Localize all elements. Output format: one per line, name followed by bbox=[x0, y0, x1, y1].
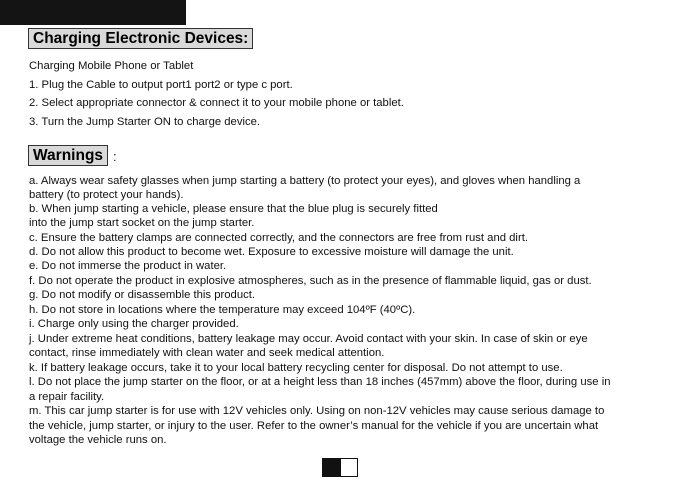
warning-line: voltage the vehicle runs on. bbox=[29, 434, 167, 446]
warning-line: contact, rinse immediately with clean water and seek medical attention. bbox=[29, 347, 385, 359]
warning-line: m. This car jump starter is for use with 12V vehicles only. Using on non-12V vehicles may cause serious damage to bbox=[29, 405, 605, 417]
warning-line: g. Do not modify or disassemble this product. bbox=[29, 289, 256, 301]
charging-step: 1. Plug the Cable to output port1 port2 or type c port. bbox=[29, 79, 293, 91]
warning-line: battery (to protect your hands). bbox=[29, 189, 184, 201]
warning-line: h. Do not store in locations where the temperature may exceed 104ºF (40ºC). bbox=[29, 304, 416, 316]
warning-line: l. Do not place the jump starter on the floor, or at a height less than 18 inches (457mm) above the floor, during use in bbox=[29, 376, 611, 388]
warnings-heading: Warnings bbox=[28, 145, 108, 166]
warning-line: i. Charge only using the charger provided. bbox=[29, 318, 239, 330]
charging-heading: Charging Electronic Devices: bbox=[28, 28, 253, 49]
warning-line: c. Ensure the battery clamps are connected correctly, and the connectors are free from rust and dirt. bbox=[29, 232, 528, 244]
warning-line: b. When jump starting a vehicle, please ensure that the blue plug is securely fitted bbox=[29, 203, 438, 215]
warning-line: the vehicle, jump starter, or injury to the user. Refer to the owner’s manual for the vehicle if you are uncertain what bbox=[29, 420, 599, 432]
warning-line: k. If battery leakage occurs, take it to your local battery recycling center for disposal. Do not attempt to use. bbox=[29, 362, 563, 374]
warnings-colon: : bbox=[113, 149, 117, 164]
top-black-bar bbox=[0, 0, 186, 25]
charging-intro: Charging Mobile Phone or Tablet bbox=[29, 60, 194, 72]
charging-step: 3. Turn the Jump Starter ON to charge device. bbox=[29, 116, 261, 128]
warning-line: a repair facility. bbox=[29, 391, 105, 403]
warning-line: j. Under extreme heat conditions, battery leakage may occur. Avoid contact with your skin. In case of skin or eye bbox=[29, 333, 588, 345]
warning-line: into the jump start socket on the jump starter. bbox=[29, 217, 255, 229]
page-marker bbox=[322, 458, 358, 477]
warning-line: a. Always wear safety glasses when jump starting a battery (to protect your eyes), and gloves when handling a bbox=[29, 175, 581, 187]
page-marker-fill bbox=[323, 459, 341, 476]
charging-step: 2. Select appropriate connector & connect it to your mobile phone or tablet. bbox=[29, 97, 404, 109]
warning-line: f. Do not operate the product in explosive atmospheres, such as in the presence of flammable liquid, gas or dust. bbox=[29, 275, 592, 287]
warning-line: d. Do not allow this product to become wet. Exposure to excessive moisture will damage the unit. bbox=[29, 246, 514, 258]
warning-line: e. Do not immerse the product in water. bbox=[29, 260, 227, 272]
